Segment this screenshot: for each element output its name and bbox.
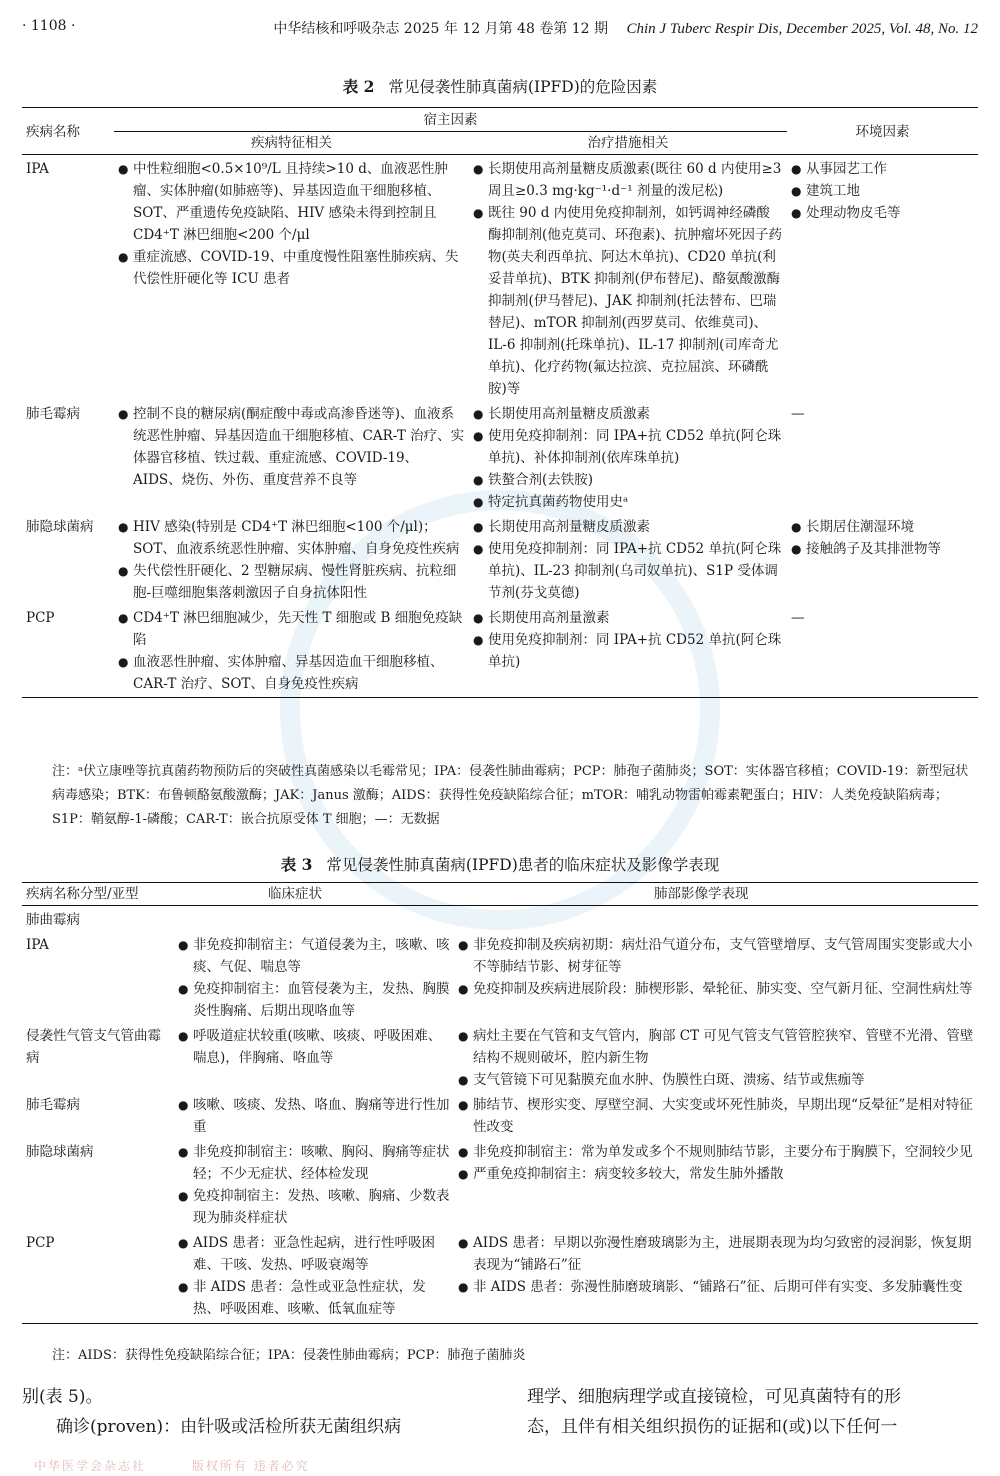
bullet-item: ● 非免疫抑制宿主：咳嗽、胸闷、胸痛等症状轻；不少无症状、经体检发现 <box>178 1141 450 1185</box>
environment-factor-list <box>791 516 974 560</box>
bullet-item: ● 长期使用高剂量激素 <box>473 607 783 629</box>
symptom-list <box>178 1141 450 1229</box>
header-disease: 疾病名称 <box>22 108 114 155</box>
copyright-text: 版权所有 违者必究 <box>191 1459 310 1473</box>
bullet-item: ● 长期使用高剂量糖皮质激素(既往 60 d 内使用≥3 周且≥0.3 mg·kg⁻¹·d⁻¹ 剂量的泼尼松) <box>473 158 783 202</box>
table-row <box>22 931 978 1022</box>
treatment-factors <box>469 513 787 604</box>
imaging-findings <box>454 931 978 1022</box>
treatment-factors <box>469 604 787 698</box>
bullet-item: ● 免疫抑制宿主：发热、咳嗽、胸痛、少数表现为肺炎样症状 <box>178 1185 450 1229</box>
bullet-item: ● 使用免疫抑制剂：同 IPA+抗 CD52 单抗(阿仑珠单抗) <box>473 629 783 673</box>
table3-caption <box>0 853 1000 875</box>
bullet-item: ● 免疫抑制宿主：血管侵袭为主，发热、胸膜炎性胸痛、后期出现咯血等 <box>178 978 450 1022</box>
bullet-item: ● 接触鸽子及其排泄物等 <box>791 538 974 560</box>
treatment-factors <box>469 400 787 513</box>
bullet-item: ● 非免疫抑制宿主：常为单发或多个不规则肺结节影，主要分布于胸膜下，空洞较少见 <box>458 1141 974 1163</box>
table-row <box>22 400 978 513</box>
bullet-item: ● 病灶主要在气管和支气管内，胸部 CT 可见气管支气管管腔狭窄、管壁不光滑、管壁结构不规则破坏，腔内新生物 <box>458 1025 974 1069</box>
bullet-item: ● 血液恶性肿瘤、实体肿瘤、异基因造血干细胞移植、CAR-T 治疗、SOT、自身免疫性疾病 <box>118 651 465 695</box>
body-right-line-1: 理学、细胞病理学或直接镜检，可见真菌特有的形 <box>527 1387 901 1407</box>
disease-name: 肺隐球菌病 <box>26 1144 94 1160</box>
body-right-column <box>527 1382 979 1442</box>
imaging-list <box>458 1025 974 1091</box>
table2-caption <box>0 75 1000 97</box>
table2-title: 常见侵袭性肺真菌病(IPFD)的危险因素 <box>388 78 658 96</box>
running-head <box>22 18 978 38</box>
bullet-item: ● AIDS 患者：早期以弥漫性磨玻璃影为主，进展期表现为均匀致密的浸润影，恢复期表现为“铺路石”征 <box>458 1232 974 1276</box>
disease-name: 肺毛霉病 <box>26 406 80 422</box>
environment-factors <box>787 155 978 401</box>
bullet-item: ● 处理动物皮毛等 <box>791 202 974 224</box>
disease-factor-list <box>118 607 465 695</box>
bullet-item: ● 呼吸道症状较重(咳嗽、咳痰、呼吸困难、喘息)，伴胸痛、咯血等 <box>178 1025 450 1069</box>
table3-note <box>22 1344 978 1368</box>
table3-note-text: 注：AIDS：获得性免疫缺陷综合征；IPA：侵袭性肺曲霉病；PCP：肺孢子菌肺炎 <box>52 1348 526 1363</box>
publisher-cn: 中华医学会杂志社 <box>34 1459 147 1473</box>
table2-note <box>22 760 978 832</box>
publisher-logo <box>34 1457 310 1474</box>
imaging-list <box>458 1141 974 1185</box>
table-row <box>22 155 978 401</box>
table2-number: 表 2 <box>342 77 375 96</box>
disease-factor-list <box>118 403 465 491</box>
bullet-item: ● CD4⁺T 淋巴细胞减少，先天性 T 细胞或 B 细胞免疫缺陷 <box>118 607 465 651</box>
bullet-item: ● 特定抗真菌药物使用史ᵃ <box>473 491 783 513</box>
disease-factor-list <box>118 516 465 604</box>
bullet-item: ● 非免疫抑制及疾病初期：病灶沿气道分布，支气管壁增厚、支气管周围实变影或大小不等肺结节影、树芽征等 <box>458 934 974 978</box>
table-row <box>22 1138 978 1229</box>
bullet-item: ● 严重免疫抑制宿主：病变较多较大，常发生肺外播散 <box>458 1163 974 1185</box>
journal-info <box>259 18 978 38</box>
disease-factor-list <box>118 158 465 290</box>
bullet-item: ● 从事园艺工作 <box>791 158 974 180</box>
table-row <box>22 604 978 698</box>
header-environment: 环境因素 <box>787 108 978 155</box>
table2-note-text: 注：ᵃ伏立康唑等抗真菌药物预防后的突破性真菌感染以毛霉常见；IPA：侵袭性肺曲霉病；PCP：肺孢子菌肺炎；SOT：实体器官移植；COVID-19：新型冠状病毒感染；BTK：布鲁顿酪氨酸激酶；JAK：Janus 激酶；AIDS：获得性免疫缺陷综合征；mTOR：哺乳动物雷帕霉素靶蛋白；HIV：人类免疫缺陷病毒；S1P：鞘氨醇-1-磷酸；CAR-T：嵌合抗原受体 T 细胞；—：无数据 <box>52 764 969 827</box>
bullet-item: ● HIV 感染(特别是 CD4⁺T 淋巴细胞<100 个/μl)；SOT、血液系统恶性肿瘤、实体肿瘤、自身免疫性疾病 <box>118 516 465 560</box>
page-number: · 1108 · <box>22 18 76 34</box>
imaging-findings <box>454 1138 978 1229</box>
bullet-item: ● 长期使用高剂量糖皮质激素 <box>473 403 783 425</box>
table3 <box>22 882 978 1324</box>
disease-name: PCP <box>22 1229 174 1324</box>
treatment-factor-list <box>473 607 783 673</box>
bullet-item: ● 长期使用高剂量糖皮质激素 <box>473 516 783 538</box>
header-disease-related: 疾病特征相关 <box>114 132 469 155</box>
t3-group-label: 肺曲霉病 <box>26 912 80 928</box>
bullet-item: ● 咳嗽、咳痰、发热、咯血、胸痛等进行性加重 <box>178 1094 450 1138</box>
table-row <box>22 513 978 604</box>
bullet-item: ● 既往 90 d 内使用免疫抑制剂，如钙调神经磷酸酶抑制剂(他克莫司、环孢素)、抗肿瘤坏死因子药物(英夫利西单抗、阿达木单抗)、CD20 单抗(利妥昔单抗)、BTK 抑制剂(伊布替尼)、酪氨酸激酶抑制剂(伊马替尼)、JAK 抑制剂(托法替布、巴瑞替尼)、mTOR 抑制剂(西罗莫司、依维莫司)、IL-6 抑制剂(托珠单抗)、IL-17 抑制剂(司库奇尤单抗)、化疗药物(氟达拉滨、克拉屈滨、环磷酰胺)等 <box>473 202 783 400</box>
bullet-item: ● 非 AIDS 患者：弥漫性肺磨玻璃影、“铺路石”征、后期可伴有实变、多发肺囊性变 <box>458 1276 974 1298</box>
environment-factors: — <box>787 604 978 698</box>
header-host: 宿主因素 <box>114 108 787 132</box>
bullet-item: ● 重症流感、COVID-19、中重度慢性阻塞性肺疾病、失代偿性肝硬化等 ICU 患者 <box>118 246 465 290</box>
symptom-list <box>178 1232 450 1320</box>
table3-number: 表 3 <box>280 855 313 874</box>
disease-name: IPA <box>26 937 49 953</box>
disease-name: IPA <box>26 161 49 177</box>
bullet-item: ● 肺结节、楔形实变、厚壁空洞、大实变或坏死性肺炎，早期出现“反晕征”是相对特征性改变 <box>458 1094 974 1138</box>
body-left-line-1: 别(表 5)。 <box>22 1387 103 1407</box>
bullet-item: ● 非免疫抑制宿主：气道侵袭为主，咳嗽、咳痰、气促、喘息等 <box>178 934 450 978</box>
header-treatment-related: 治疗措施相关 <box>469 132 787 155</box>
clinical-symptoms <box>174 931 454 1022</box>
bullet-item: ● 失代偿性肝硬化、2 型糖尿病、慢性肾脏疾病、抗粒细胞-巨噬细胞集落刺激因子自身抗体阳性 <box>118 560 465 604</box>
body-left-line-2: 确诊(proven)：由针吸或活检所获无菌组织病 <box>56 1417 402 1437</box>
bullet-item: ● 免疫抑制及疾病进展阶段：肺楔形影、晕轮征、肺实变、空气新月征、空洞性病灶等 <box>458 978 974 1000</box>
disease-name: 肺隐球菌病 <box>26 519 94 535</box>
disease-factors <box>114 604 469 698</box>
bullet-item: ● 建筑工地 <box>791 180 974 202</box>
bullet-item: ● 非 AIDS 患者：急性或亚急性症状，发热、呼吸困难、咳嗽、低氧血症等 <box>178 1276 450 1320</box>
disease-name: 肺毛霉病 <box>26 1097 80 1113</box>
table2 <box>22 107 978 698</box>
treatment-factor-list <box>473 516 783 604</box>
imaging-list <box>458 1094 974 1138</box>
symptom-list <box>178 1025 450 1069</box>
t3-header-imaging: 肺部影像学表现 <box>454 883 978 906</box>
table-row <box>22 1091 978 1138</box>
bullet-item: ● 使用免疫抑制剂：同 IPA+抗 CD52 单抗(阿仑珠单抗)、IL-23 抑制剂(乌司奴单抗)、S1P 受体调节剂(芬戈莫德) <box>473 538 783 604</box>
imaging-findings <box>454 1229 978 1324</box>
disease-factors <box>114 155 469 401</box>
bullet-item: ● 控制不良的糖尿病(酮症酸中毒或高渗昏迷等)、血液系统恶性肿瘤、异基因造血干细胞移植、CAR-T 治疗、实体器官移植、铁过载、重症流感、COVID-19、AIDS、烧伤、外伤、重度营养不良等 <box>118 403 465 491</box>
bullet-item: ● 中性粒细胞<0.5×10⁹/L 且持续>10 d、血液恶性肿瘤、实体肿瘤(如肺癌等)、异基因造血干细胞移植、SOT、严重遗传免疫缺陷、HIV 感染未得到控制且 CD4⁺T 淋巴细胞<200 个/μl <box>118 158 465 246</box>
body-text <box>22 1382 978 1462</box>
bullet-item: ● 支气管镜下可见黏膜充血水肿、伪膜性白斑、溃疡、结节或焦痂等 <box>458 1069 974 1091</box>
imaging-list <box>458 1232 974 1298</box>
environment-factor-list <box>791 158 974 224</box>
imaging-list <box>458 934 974 1000</box>
t3-header-symptoms: 临床症状 <box>174 883 454 906</box>
bullet-item: ● 长期居住潮湿环境 <box>791 516 974 538</box>
imaging-findings <box>454 1022 978 1091</box>
t3-header-disease: 疾病名称分型/亚型 <box>22 883 174 906</box>
imaging-findings <box>454 1091 978 1138</box>
body-right-line-2: 态，且伴有相关组织损伤的证据和(或)以下任何一 <box>527 1417 898 1437</box>
disease-name: 侵袭性气管支气管曲霉病 <box>26 1028 161 1066</box>
bullet-item: ● 铁螯合剂(去铁胺) <box>473 469 783 491</box>
disease-factors <box>114 513 469 604</box>
disease-factors <box>114 400 469 513</box>
symptom-list <box>178 1094 450 1138</box>
clinical-symptoms <box>174 1229 454 1324</box>
body-left-column <box>22 1382 474 1442</box>
table3-title: 常见侵袭性肺真菌病(IPFD)患者的临床症状及影像学表现 <box>326 856 720 874</box>
table-row <box>22 1022 978 1091</box>
clinical-symptoms <box>174 1022 454 1091</box>
clinical-symptoms <box>174 1091 454 1138</box>
bullet-item: ● AIDS 患者：亚急性起病，进行性呼吸困难、干咳、发热、呼吸衰竭等 <box>178 1232 450 1276</box>
environment-factors: — <box>791 406 805 422</box>
symptom-list <box>178 934 450 1022</box>
clinical-symptoms <box>174 1138 454 1229</box>
journal-cn: 中华结核和呼吸杂志 2025 年 12 月第 48 卷第 12 期 <box>273 21 609 37</box>
treatment-factors <box>469 155 787 401</box>
disease-name: PCP <box>22 604 114 698</box>
journal-en: Chin J Tuberc Respir Dis, December 2025, Vol. 48, No. 12 <box>626 21 978 37</box>
treatment-factor-list <box>473 403 783 513</box>
treatment-factor-list <box>473 158 783 400</box>
table-row <box>22 1229 978 1324</box>
bullet-item: ● 使用免疫抑制剂：同 IPA+抗 CD52 单抗(阿仑珠单抗)、补体抑制剂(依库珠单抗) <box>473 425 783 469</box>
environment-factors <box>787 513 978 604</box>
